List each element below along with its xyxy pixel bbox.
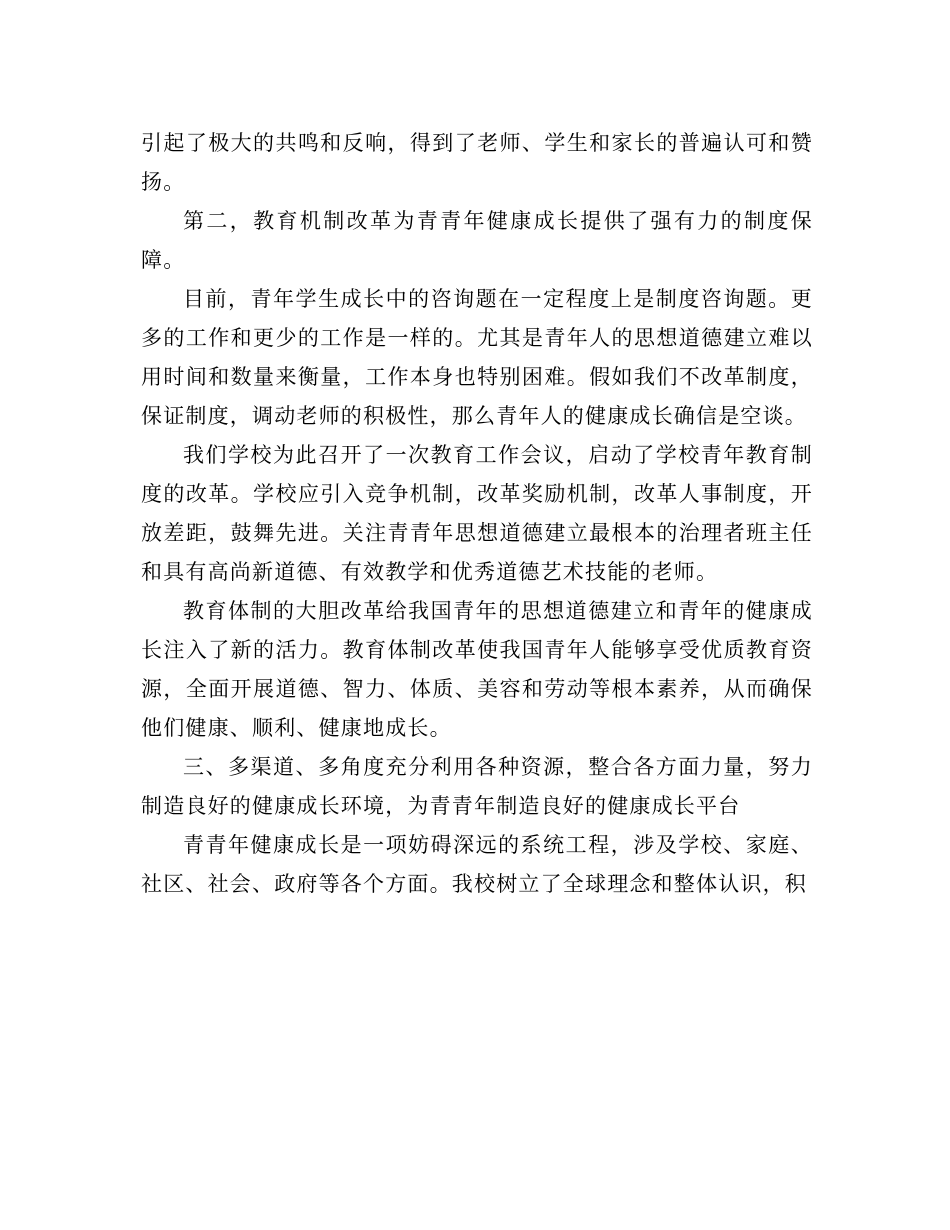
paragraph-5: 教育体制的大胆改革给我国青年的思想道德建立和青年的健康成长注入了新的活力。教育体制改革使我国青年人能够享受优质教育资源，全面开展道德、智力、体质、美容和劳动等根本素养，从而确保他们健康、顺利、健康地成长。 [141,599,813,740]
paragraph-7: 青青年健康成长是一项妨碍深远的系统工程，涉及学校、家庭、社区、社会、政府等各个方面。我校树立了全球理念和整体认识，积 [141,833,813,896]
paragraph-2: 第二，教育机制改革为青青年健康成长提供了强有力的制度保障。 [141,209,813,272]
paragraph-1: 引起了极大的共鸣和反响，得到了老师、学生和家长的普遍认可和赞扬。 [141,131,813,194]
paragraph-6-heading: 三、多渠道、多角度充分利用各种资源，整合各方面力量，努力制造良好的健康成长环境，为青青年制造良好的健康成长平台 [141,755,813,818]
document-body [141,124,813,904]
paragraph-4: 我们学校为此召开了一次教育工作会议，启动了学校青年教育制度的改革。学校应引入竞争机制，改革奖励机制，改革人事制度，开放差距，鼓舞先进。关注青青年思想道德建立最根本的治理者班主任和具有高尚新道德、有效教学和优秀道德艺术技能的老师。 [141,443,813,584]
paragraph-3: 目前，青年学生成长中的咨询题在一定程度上是制度咨询题。更多的工作和更少的工作是一样的。尤其是青年人的思想道德建立难以用时间和数量来衡量，工作本身也特别困难。假如我们不改革制度，保证制度，调动老师的积极性，那么青年人的健康成长确信是空谈。 [141,287,813,428]
